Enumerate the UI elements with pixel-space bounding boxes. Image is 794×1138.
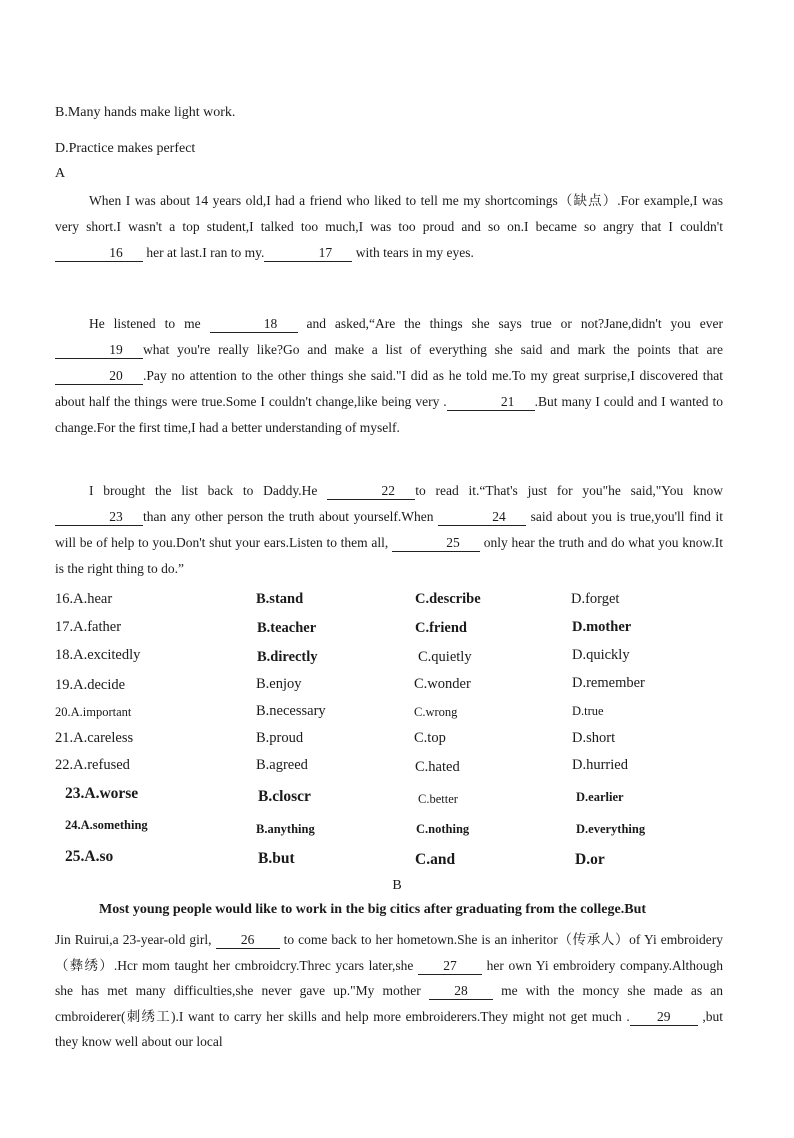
blank-17[interactable]: 17 [264, 245, 352, 262]
passage-text: what you're really like?Go and make a list of everything she said and mark the points that are [143, 342, 723, 357]
passage-text: Jin Ruirui,a 23-year-old girl, [55, 932, 216, 947]
blank-29[interactable]: 29 [630, 1009, 698, 1026]
option-21-c[interactable]: C.top [414, 730, 446, 746]
passage-text: to come back to her hometown.She is an inheritor（传承人）of Yi embroidery（彝绣）.Hcr mom taught her cmbroidcry.Threc ycars later,she [55, 932, 723, 973]
option-20-d[interactable]: D.true [572, 704, 604, 718]
option-17-c[interactable]: C.friend [415, 620, 467, 636]
passage-a-paragraph-1 [55, 188, 723, 266]
option-19-b[interactable]: B.enjoy [256, 676, 302, 692]
passage-a-paragraph-3 [55, 478, 723, 582]
option-25-d[interactable]: D.or [575, 851, 605, 868]
option-16-c[interactable]: C.describe [415, 591, 481, 607]
passage-text: her at last.I ran to my. [143, 245, 265, 260]
passage-text: me with the moncy she made as an cmbroiderer(刺绣工).I want to carry her skills and help more embroiderers.They might not get much . [55, 983, 723, 1024]
passage-text: ,but they know well about our local [55, 1008, 723, 1049]
option-23-d[interactable]: D.earlier [576, 790, 624, 804]
option-20-a[interactable]: 20.A.important [55, 705, 132, 719]
blank-28[interactable]: 28 [429, 983, 493, 1000]
section-a-heading: A [55, 166, 66, 181]
passage-text: .But many I could and I wanted to change.For the first time,I had a better understanding of myself. [55, 394, 723, 435]
passage-b-paragraph [55, 927, 723, 1055]
blank-24[interactable]: 24 [438, 509, 526, 526]
option-16-b[interactable]: B.stand [256, 591, 304, 607]
blank-26[interactable]: 26 [216, 932, 280, 949]
blank-21[interactable]: 21 [447, 394, 535, 411]
option-18-a[interactable]: 18.A.excitedly [55, 647, 141, 663]
passage-text: only hear the truth and do what you know.It is the right thing to do.” [55, 535, 723, 576]
option-16-a[interactable]: 16.A.hear [55, 591, 113, 607]
option-19-c[interactable]: C.wonder [414, 676, 471, 692]
passage-text: When I was about 14 years old,I had a friend who liked to tell me my shortcomings（缺点）.For example,I was very short.I wasn't a top student,I talked too much,I was too proud and so on.I became so angry that I couldn't [55, 193, 723, 234]
option-22-a[interactable]: 22.A.refused [55, 757, 130, 773]
passage-b-lead: Most young people would like to work in the big citics after graduating from the college.But [99, 902, 647, 917]
option-25-b[interactable]: B.but [258, 850, 295, 867]
option-25-a[interactable]: 25.A.so [65, 848, 114, 865]
passage-text: her own Yi embroidery company.Although she has met many difficulties,she never gave up."My mother [55, 957, 723, 998]
option-25-c[interactable]: C.and [415, 851, 456, 868]
passage-text: with tears in my eyes. [352, 245, 474, 260]
option-17-d[interactable]: D.mother [572, 619, 632, 635]
option-21-a[interactable]: 21.A.careless [55, 730, 134, 746]
option-24-b[interactable]: B.anything [256, 822, 315, 836]
option-19-a[interactable]: 19.A.decide [55, 677, 126, 693]
passage-text: .Pay no attention to the other things she said."I did as he told me.To my great surprise,I discovered that about half the things were true.Some I couldn't change,like being very . [55, 368, 723, 409]
option-24-a[interactable]: 24.A.something [65, 818, 148, 832]
option-20-c[interactable]: C.wrong [414, 705, 458, 719]
blank-25[interactable]: 25 [392, 535, 480, 552]
option-21-d[interactable]: D.short [572, 730, 616, 746]
option-18-d[interactable]: D.quickly [572, 647, 630, 663]
blank-18[interactable]: 18 [210, 316, 298, 333]
blank-16[interactable]: 16 [55, 245, 143, 262]
passage-text: and asked,“Are the things she says true or not?Jane,didn't you ever [297, 316, 723, 331]
option-23-b[interactable]: B.closcr [258, 788, 311, 805]
passage-text: I brought the list back to Daddy.He [89, 483, 328, 498]
blank-27[interactable]: 27 [418, 958, 482, 975]
option-d-line: D.Practice makes perfect [55, 141, 196, 156]
option-17-b[interactable]: B.teacher [257, 620, 317, 636]
option-23-a[interactable]: 23.A.worse [65, 785, 139, 802]
blank-20[interactable]: 20 [55, 368, 143, 385]
passage-text: said about you is true,you'll find it will be of help to you.Don't shut your ears.Listen to them all, [55, 509, 723, 550]
blank-22[interactable]: 22 [327, 483, 415, 500]
passage-a-paragraph-2 [55, 311, 723, 441]
section-b-heading: B [392, 878, 402, 893]
option-24-d[interactable]: D.everything [576, 822, 646, 836]
option-b-line: B.Many hands make light work. [55, 105, 236, 120]
passage-text: to read it.“That's just for you"he said,"You know [415, 483, 723, 498]
option-22-b[interactable]: B.agreed [256, 757, 308, 773]
blank-19[interactable]: 19 [55, 342, 143, 359]
option-18-b[interactable]: B.directly [257, 649, 318, 665]
blank-23[interactable]: 23 [55, 509, 143, 526]
option-20-b[interactable]: B.necessary [256, 703, 326, 719]
passage-text: He listened to me [89, 316, 210, 331]
passage-text: than any other person the truth about yourself.When [143, 509, 439, 524]
option-23-c[interactable]: C.better [418, 792, 458, 806]
option-16-d[interactable]: D.forget [571, 591, 620, 607]
option-18-c[interactable]: C.quietly [418, 649, 472, 665]
option-22-c[interactable]: C.hated [415, 759, 460, 775]
option-19-d[interactable]: D.remember [572, 675, 645, 691]
option-17-a[interactable]: 17.A.father [55, 619, 122, 635]
option-21-b[interactable]: B.proud [256, 730, 304, 746]
option-24-c[interactable]: C.nothing [416, 822, 470, 836]
option-22-d[interactable]: D.hurried [572, 757, 628, 773]
